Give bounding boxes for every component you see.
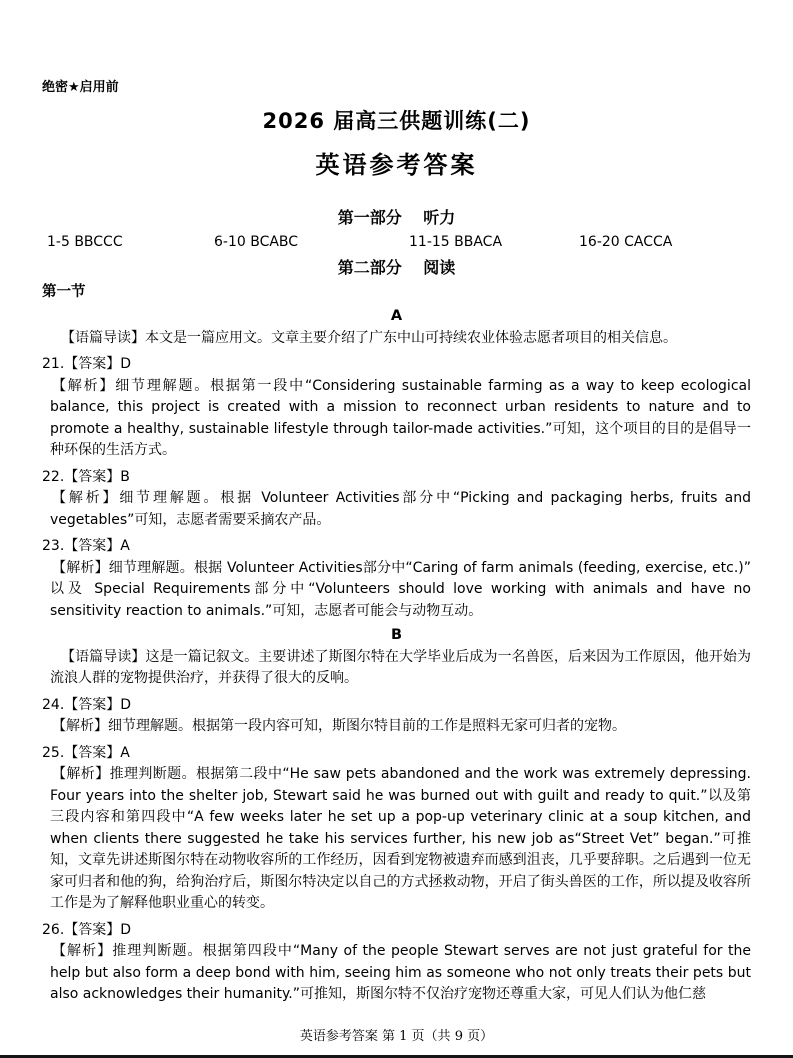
question-25-answer: 【答案】A — [64, 744, 130, 761]
question-24-answer: 【答案】D — [64, 696, 132, 713]
passage-a-label: A — [390, 308, 403, 324]
part2-heading: 第二部分 阅读 — [337, 257, 456, 277]
question-26-number: 26. — [42, 921, 65, 938]
part1-heading: 第一部分 听力 — [337, 208, 456, 227]
question-24-number: 24. — [42, 696, 65, 713]
answer-group-11-15: 11-15 BBACA — [409, 234, 503, 250]
question-23 — [42, 536, 751, 622]
question-22-analysis: 【解析】细节理解题。根据 Volunteer Activities部分中“Picking and packaging herbs, fruits and vegetables”可知，志愿者需要采摘农产品。 — [50, 490, 751, 528]
question-24-answer-line — [42, 695, 751, 717]
answer-group-6-10: 6-10 BCABC — [214, 234, 299, 250]
question-26 — [42, 920, 751, 1006]
question-21-analysis: 【解析】细节理解题。根据第一段中“Considering sustainable farming as a way to keep ecological balance, this project is created with a mission to reconnect urban residents to nature and to promote a healthy, sustainable lifestyle through tailor-made activities.”可知，这个项目的目的是倡导一种环保的生活方式。 — [50, 377, 751, 458]
question-21-answer: 【答案】D — [64, 356, 132, 372]
security-label: 绝密★启用前 — [42, 80, 119, 95]
question-26-answer-line — [42, 920, 751, 942]
question-26-answer: 【答案】D — [64, 921, 132, 938]
question-22-answer: 【答案】B — [64, 468, 130, 485]
question-24-analysis: 【解析】细节理解题。根据第一段内容可知，斯图尔特目前的工作是照料无家可归者的宠物。 — [52, 718, 626, 734]
listening-answers-row — [42, 232, 751, 254]
question-25-number: 25. — [42, 744, 65, 761]
question-23-answer: 【答案】A — [64, 538, 130, 554]
answer-group-1-5: 1-5 BBCCC — [47, 234, 123, 250]
exam-subtitle: 英语参考答案 — [315, 151, 478, 179]
exam-title: 2026 届高三供题训练(二) — [262, 109, 531, 133]
question-21 — [42, 354, 751, 462]
question-24 — [42, 695, 751, 738]
question-23-analysis: 【解析】细节理解题。根据 Volunteer Activities部分中“Caring of farm animals (feeding, exercise, etc.)”以及 Special Requirements部分中“Volunteers should love working with animals and have no sensitivity reaction to animals.”可知，志愿者可能会与动物互动。 — [50, 559, 751, 619]
question-25-analysis: 【解析】推理判断题。根据第二段中“He saw pets abandoned and the work was extremely depressing. Four years into the shelter job, Stewart said he was burned out with guilt and ready to quit.”以及第三段内容和第四段中“A few weeks later he set up a pop-up veterinary clinic at a soup kitchen, and when clients there suggested he take his services further, his new job as“Street Vet” began.”可推知，文章先讲述斯图尔特在动物收容所的工作经历，因看到宠物被遗弃而感到沮丧，几乎要辞职。之后遇到一位无家可归者和他的狗，给狗治疗后，斯图尔特决定以自己的方式拯救动物，开启了街头兽医的工作，所以提及收容所工作是为了解释他职业重心的转变。 — [50, 766, 751, 911]
answer-group-16-20: 16-20 CACCA — [579, 234, 673, 250]
question-25 — [42, 743, 751, 915]
question-26-analysis: 【解析】推理判断题。根据第四段中“Many of the people Stewart serves are not just grateful for the help but also form a deep bond with him, seeing him as someone who not only treats their pets but also acknowledges their humanity.”可推知，斯图尔特不仅治疗宠物还尊重大家，可见人们认为他仁慈 — [50, 943, 751, 1002]
question-23-number: 23. — [42, 538, 65, 554]
question-22 — [42, 467, 751, 532]
passage-a-intro: 【语篇导读】本文是一篇应用文。文章主要介绍了广东中山可持续农业体验志愿者项目的相关信息。 — [61, 329, 677, 346]
passage-b-intro: 【语篇导读】这是一篇记叙文。主要讲述了斯图尔特在大学毕业后成为一名兽医，后来因为工作原因，他开始为流浪人群的宠物提供治疗，并获得了很大的反响。 — [50, 648, 751, 686]
question-21-answer-line — [42, 354, 751, 376]
question-25-answer-line — [42, 743, 751, 765]
question-22-answer-line — [42, 467, 751, 489]
question-23-answer-line — [42, 536, 751, 558]
question-22-number: 22. — [42, 468, 65, 485]
question-21-number: 21. — [42, 356, 65, 372]
section1-label: 第一节 — [42, 283, 86, 300]
passage-b-label: B — [390, 627, 403, 643]
page-footer: 英语参考答案 第 1 页（共 9 页） — [299, 1029, 494, 1044]
